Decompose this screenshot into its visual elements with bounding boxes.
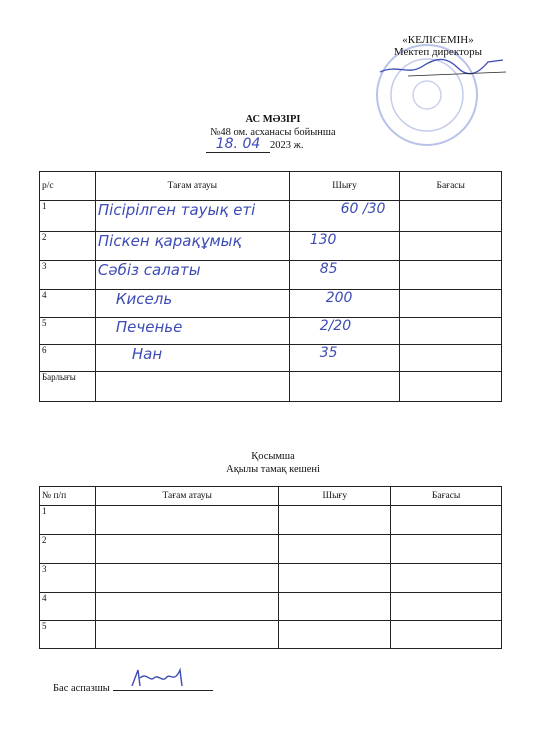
row-number: 1	[40, 506, 96, 535]
col-header-price: Бағасы	[400, 172, 502, 201]
total-name-cell	[95, 372, 289, 402]
table-row	[40, 201, 502, 232]
dish-name: Кисель	[95, 290, 289, 318]
col-header-num: № п/п	[40, 487, 96, 506]
dish-name: Сәбіз салаты	[95, 261, 289, 290]
row-number: 5	[40, 318, 96, 345]
approval-line1: «КЕЛІСЕМІН»	[402, 34, 474, 46]
dish-price	[400, 345, 502, 372]
menu-title: АС МӘЗІРІ	[245, 114, 301, 125]
col-header-num: р/с	[40, 172, 96, 201]
menu-table-header	[40, 172, 502, 201]
col-header-output: Шығу	[289, 172, 400, 201]
chef-label: Бас аспазшы	[53, 683, 110, 694]
menu-date-handwritten: 18. 04	[206, 136, 270, 153]
table-row	[40, 593, 502, 621]
total-price-cell	[400, 372, 502, 402]
total-row	[40, 372, 502, 402]
addendum-subtitle: Ақылы тамақ кешені	[226, 464, 320, 475]
dish-output: 35	[289, 345, 400, 372]
dish-price	[400, 232, 502, 261]
dish-name: Нан	[95, 345, 289, 372]
table-row	[40, 261, 502, 290]
dish-name: Печенье	[95, 318, 289, 345]
dish-output: 130	[289, 232, 400, 261]
dish-output: 85	[289, 261, 400, 290]
dish-output: 2/20	[289, 318, 400, 345]
row-number: 5	[40, 621, 96, 649]
table-row	[40, 318, 502, 345]
table-row	[40, 290, 502, 318]
total-output-cell	[289, 372, 400, 402]
menu-table	[39, 171, 502, 402]
row-number: 4	[40, 593, 96, 621]
dish-name: Піскен қарақұмық	[95, 232, 289, 261]
dish-price	[400, 201, 502, 232]
director-signature	[378, 54, 508, 84]
row-number: 1	[40, 201, 96, 232]
col-header-name: Тағам атауы	[95, 172, 289, 201]
addendum-table	[39, 486, 502, 649]
row-number: 3	[40, 261, 96, 290]
dish-price	[400, 261, 502, 290]
dish-price	[400, 318, 502, 345]
dish-name: Пісірілген тауық еті	[95, 201, 289, 232]
row-number: 6	[40, 345, 96, 372]
menu-subtitle: №48 ом. асханасы бойынша	[210, 127, 336, 138]
table-row	[40, 564, 502, 593]
addendum-table-header	[40, 487, 502, 506]
menu-date-line	[206, 136, 346, 156]
menu-date-suffix: 2023 ж.	[270, 140, 304, 151]
col-header-output: Шығу	[279, 487, 391, 506]
table-row	[40, 621, 502, 649]
dish-price	[400, 290, 502, 318]
table-row	[40, 506, 502, 535]
chef-signature	[128, 666, 188, 692]
row-number: 2	[40, 535, 96, 564]
table-row	[40, 345, 502, 372]
dish-output: 200	[289, 290, 400, 318]
addendum-title: Қосымша	[251, 451, 295, 462]
approval-line2: Мектеп директоры	[393, 46, 483, 58]
col-header-price: Бағасы	[391, 487, 502, 506]
col-header-name: Тағам атауы	[95, 487, 279, 506]
row-number: 4	[40, 290, 96, 318]
row-number: 2	[40, 232, 96, 261]
table-row	[40, 232, 502, 261]
row-number: 3	[40, 564, 96, 593]
table-row	[40, 535, 502, 564]
total-label: Барлығы	[40, 372, 96, 402]
dish-output: 60 /30	[289, 201, 400, 232]
